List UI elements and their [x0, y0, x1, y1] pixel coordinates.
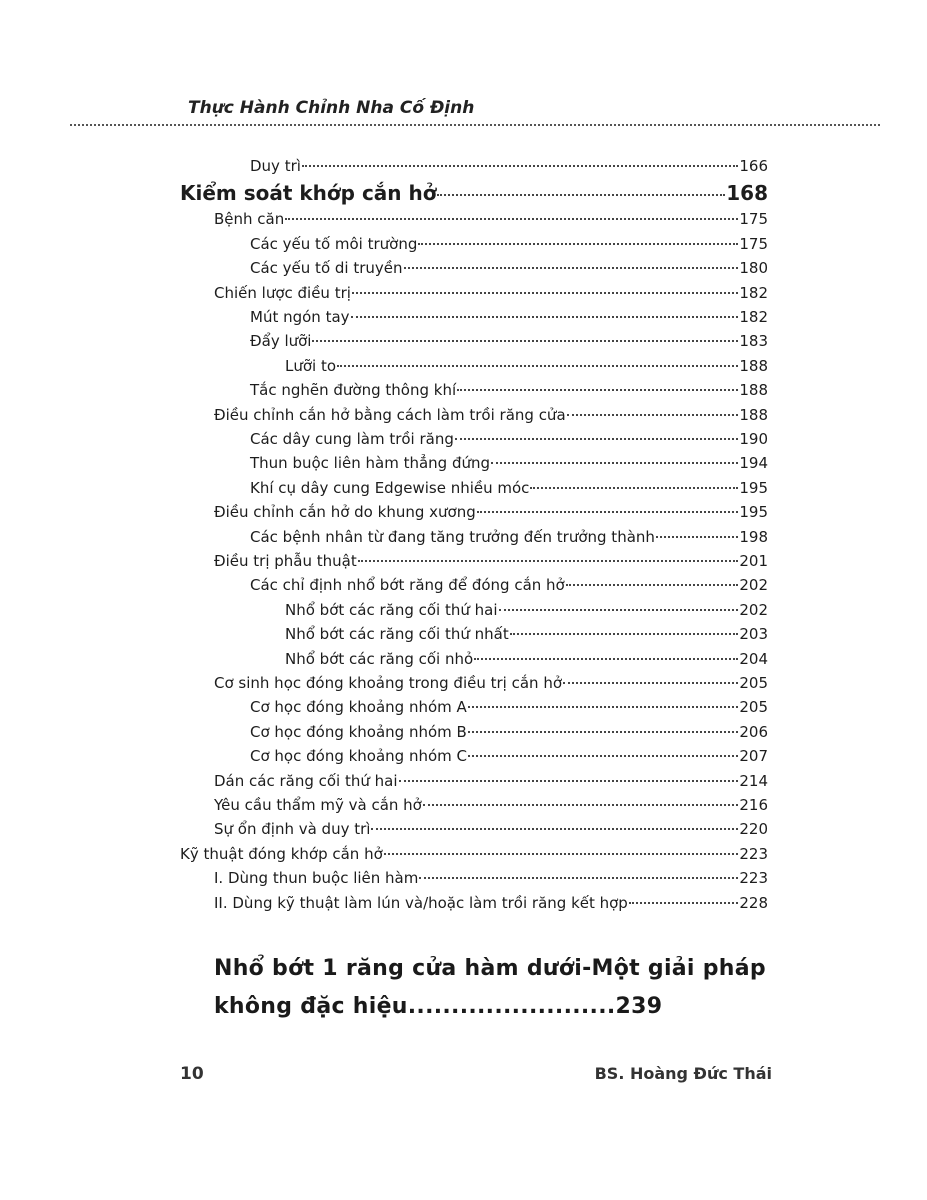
toc-entry: [285, 598, 768, 619]
toc-entry: [214, 403, 768, 424]
header-divider: [70, 124, 880, 126]
toc-entry-title: Nhổ bớt các răng cối nhỏ: [285, 649, 474, 668]
dot-leader: [371, 813, 738, 830]
toc-entry: [250, 232, 768, 253]
toc-entry-page: 216: [739, 796, 768, 814]
toc-entry: [250, 154, 768, 175]
toc-entry-page: 205: [739, 698, 768, 717]
running-header: Thực Hành Chỉnh Nha Cố Định: [188, 98, 475, 118]
toc-entry-page: 198: [739, 527, 768, 546]
toc-entry: [214, 817, 768, 838]
dot-leader: [468, 691, 739, 708]
dot-leader: [629, 887, 739, 904]
toc-entry-title: Yêu cầu thẩm mỹ và cắn hở: [214, 796, 422, 814]
dot-leader: [337, 350, 738, 367]
toc-entry-title: Lưỡi to: [285, 356, 337, 375]
toc-entry-title: Dán các răng cối thứ hai: [214, 771, 398, 790]
dot-leader: [419, 862, 738, 879]
dot-leader: [352, 277, 738, 294]
toc-entry-page: 207: [739, 747, 768, 766]
toc-entry-title: Các yếu tố môi trường: [250, 234, 418, 253]
toc-entry-title: Kiểm soát khớp cắn hở: [180, 181, 437, 206]
dot-leader: [312, 325, 738, 342]
toc-entry: [250, 305, 768, 326]
toc-entry-page: 188: [739, 405, 768, 424]
toc-entry-page: 202: [739, 576, 768, 595]
dot-leader: [285, 203, 738, 220]
dot-leader: [468, 716, 739, 733]
toc-entry: [214, 671, 768, 692]
dot-leader: [418, 228, 738, 245]
toc-entry-page: 168: [726, 181, 768, 206]
dot-leader: [491, 447, 738, 464]
toc-entry-page: 228: [739, 893, 768, 912]
toc-entry-title: Nhổ bớt các răng cối thứ nhất: [285, 625, 509, 644]
toc-entry-title: Sự ổn định và duy trì: [214, 820, 371, 839]
toc-entry-title: Các bệnh nhân từ đang tăng trưởng đến trưởng thành: [250, 527, 655, 546]
toc-entry-page: 182: [739, 308, 768, 326]
dot-leader: [457, 374, 738, 391]
toc-entry-title: Đẩy lưỡi: [250, 332, 312, 351]
toc-entry-page: 182: [739, 283, 768, 302]
toc-entry: [250, 573, 768, 594]
toc-entry: [250, 378, 768, 399]
toc-entry-page: 195: [739, 478, 768, 497]
toc-entry: [250, 329, 768, 350]
toc-entry-page: 183: [739, 332, 768, 351]
toc-entry: [214, 549, 768, 570]
toc-entry-page: 175: [739, 210, 768, 229]
dot-leader: [404, 252, 739, 269]
toc-entry-title: Cơ học đóng khoảng nhóm A: [250, 698, 467, 717]
toc-entry: [214, 891, 768, 912]
dot-leader: [656, 521, 738, 538]
dot-leader: [499, 594, 739, 611]
dot-leader: [302, 150, 738, 167]
toc-entry-title: I. Dùng thun buộc liên hàm: [214, 869, 419, 888]
toc-entry-page: 220: [739, 820, 768, 839]
toc-entry-title: Các chỉ định nhổ bớt răng để đóng cắn hở: [250, 576, 565, 595]
toc-entry-title: Kỹ thuật đóng khớp cắn hở: [180, 844, 383, 863]
toc-entry-page: 204: [739, 649, 768, 668]
toc-entry-page: 190: [739, 430, 768, 448]
toc-entry: [250, 744, 768, 765]
toc-entry-title: Cơ học đóng khoảng nhóm B: [250, 722, 467, 741]
toc-entry: [250, 695, 768, 716]
toc-entry-title: Bệnh căn: [214, 210, 285, 229]
dot-leader: [474, 643, 738, 660]
toc-entry-page: 201: [739, 552, 768, 570]
toc-entry-page: 188: [739, 356, 768, 375]
dot-leader: [351, 301, 739, 318]
toc-entry-title: Điều chỉnh cắn hở bằng cách làm trồi răng cửa: [214, 405, 566, 424]
toc-entry: [250, 720, 768, 741]
toc-entry: [214, 207, 768, 228]
dot-leader: [384, 838, 739, 855]
author-name: BS. Hoàng Đức Thái: [594, 1064, 772, 1083]
toc-entry-title: Điều chỉnh cắn hở do khung xương: [214, 503, 476, 522]
dot-leader: [567, 399, 739, 416]
toc-entry: [214, 281, 768, 302]
toc-entry-title: Các yếu tố di truyền: [250, 259, 403, 278]
dot-leader: [455, 423, 738, 440]
toc-entry-title: Cơ sinh học đóng khoảng trong điều trị cắn hở: [214, 674, 563, 692]
toc-entry-title: Điều trị phẫu thuật: [214, 552, 357, 570]
toc-entry-page: 166: [739, 157, 768, 175]
closing-chapter-line2: không đặc hiệu........................239: [214, 994, 663, 1019]
toc-entry: [250, 427, 768, 448]
toc-entry-page: 195: [739, 503, 768, 522]
toc-entry-title: Cơ học đóng khoảng nhóm C: [250, 747, 468, 766]
toc-entry-page: 188: [739, 381, 768, 400]
toc-entry-title: Duy trì: [250, 157, 301, 175]
closing-chapter-line1: Nhổ bớt 1 răng cửa hàm dưới-Một giải pháp: [214, 956, 766, 981]
dot-leader: [530, 472, 738, 489]
toc-entry-page: 223: [739, 869, 768, 888]
toc-entry-page: 223: [739, 844, 768, 863]
toc-entry: [250, 476, 768, 497]
toc-entry-title: Tắc nghẽn đường thông khí: [250, 381, 457, 400]
toc-entry: [250, 451, 768, 472]
toc-entry-title: Các dây cung làm trồi răng: [250, 430, 454, 448]
toc-entry: [285, 647, 768, 668]
dot-leader: [563, 667, 738, 684]
toc-entry-page: 180: [739, 259, 768, 278]
toc-entry: [285, 354, 768, 375]
toc-entry: [250, 525, 768, 546]
closing-chapter-entry: [214, 950, 794, 1026]
dot-leader: [477, 496, 739, 513]
toc-entry-title: Thun buộc liên hàm thẳng đứng: [250, 454, 491, 473]
page-number: 10: [180, 1064, 204, 1084]
toc-entry-page: 205: [739, 674, 768, 692]
toc-entry-page: 194: [739, 454, 768, 473]
toc-entry-title: Mút ngón tay: [250, 308, 350, 326]
toc-entry-page: 203: [739, 625, 768, 644]
toc-entry: [180, 842, 768, 863]
toc-entry: [214, 500, 768, 521]
toc-entry-page: 202: [739, 600, 768, 619]
dot-leader: [358, 545, 739, 562]
dot-leader: [399, 765, 739, 782]
dot-leader: [437, 174, 725, 196]
toc-entry-title: Khí cụ dây cung Edgewise nhiều móc: [250, 478, 530, 497]
toc-entry-title: II. Dùng kỹ thuật làm lún và/hoặc làm trồi răng kết hợp: [214, 893, 628, 912]
toc-entry: [250, 256, 768, 277]
toc-entry-page: 206: [739, 722, 768, 741]
dot-leader: [468, 740, 738, 757]
toc-entry: [285, 622, 768, 643]
dot-leader: [566, 569, 739, 586]
toc-entry-page: 175: [739, 234, 768, 253]
dot-leader: [423, 789, 739, 806]
toc-entry-title: Chiến lược điều trị: [214, 283, 351, 302]
dot-leader: [510, 618, 739, 635]
toc-entry: [214, 793, 768, 814]
toc-entry-page: 214: [739, 771, 768, 790]
toc-entry: [214, 769, 768, 790]
toc-entry: [214, 866, 768, 887]
toc-entry: [180, 178, 768, 205]
toc-entry-title: Nhổ bớt các răng cối thứ hai: [285, 600, 498, 619]
